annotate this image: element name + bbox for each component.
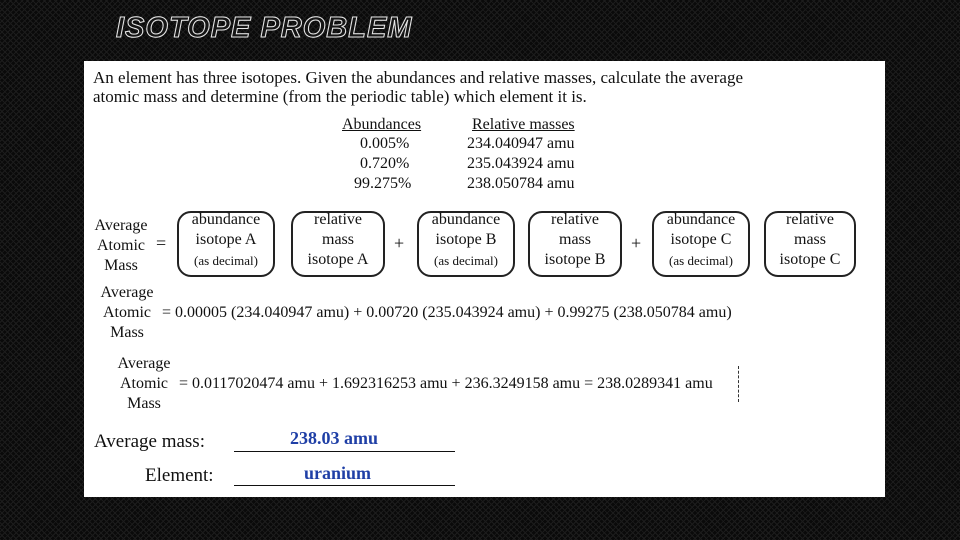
- masses-header: Relative masses: [472, 116, 575, 133]
- step2-lhs: Average Atomic Mass: [117, 355, 171, 412]
- abundance-a: 0.005%: [360, 135, 410, 152]
- average-mass-value: 238.03 amu: [290, 428, 379, 448]
- problem-intro: [93, 68, 743, 106]
- decimal-guide-line: [738, 366, 739, 402]
- mass-c: 238.050784 amu: [467, 175, 575, 192]
- term-mass-b: relative mass isotope B: [528, 211, 622, 277]
- formula-lhs: Average Atomic Mass: [94, 217, 148, 274]
- intro-line-2: atomic mass and determine (from the periodic table) which element it is.: [93, 87, 587, 106]
- abundance-c: 99.275%: [354, 175, 412, 192]
- average-mass-line: [234, 451, 455, 452]
- element-line: [234, 485, 455, 486]
- slide-title: ISOTOPE PROBLEM: [116, 12, 413, 44]
- step1-equation: = 0.00005 (234.040947 amu) + 0.00720 (235.043924 amu) + 0.99275 (238.050784 amu): [162, 304, 732, 321]
- element-label: Element:: [145, 465, 214, 486]
- step1-lhs: Average Atomic Mass: [100, 284, 154, 341]
- term-mass-a: relative mass isotope A: [291, 211, 385, 277]
- step2-equation: = 0.0117020474 amu + 1.692316253 amu + 236.3249158 amu = 238.0289341 amu: [179, 375, 713, 392]
- term-abundance-c: abundance isotope C (as decimal): [652, 211, 750, 277]
- formula-equals: =: [156, 233, 167, 253]
- term-abundance-a: abundance isotope A (as decimal): [177, 211, 275, 277]
- abundances-header: Abundances: [342, 116, 422, 133]
- plus-2: +: [631, 233, 642, 253]
- abundance-b: 0.720%: [360, 155, 410, 172]
- problem-panel: [84, 61, 885, 497]
- intro-line-1: An element has three isotopes. Given the abundances and relative masses, calculate the average: [93, 68, 743, 87]
- mass-b: 235.043924 amu: [467, 155, 575, 172]
- average-mass-label: Average mass:: [94, 431, 205, 452]
- term-abundance-b: abundance isotope B (as decimal): [417, 211, 515, 277]
- term-mass-c: relative mass isotope C: [764, 211, 856, 277]
- mass-a: 234.040947 amu: [467, 135, 575, 152]
- plus-1: +: [394, 233, 405, 253]
- element-value: uranium: [304, 463, 372, 483]
